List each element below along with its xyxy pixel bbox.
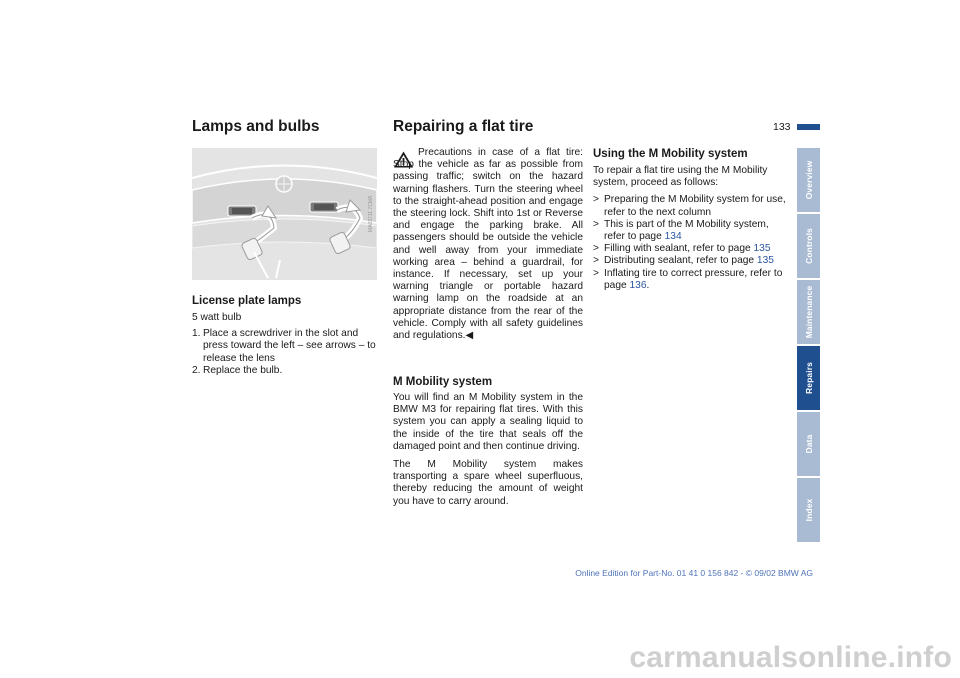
bullet-text: Filling with sealant, refer to page <box>604 243 754 255</box>
tab-label: Index <box>803 498 814 522</box>
page-number: 133 <box>773 121 791 133</box>
list-item <box>593 268 788 292</box>
footer-edition: Online Edition for Part-No. 01 41 0 156 842 - © 09/02 BMW AG <box>575 568 813 578</box>
tab-label: Overview <box>803 160 814 200</box>
m-mobility-text <box>393 392 583 508</box>
m-mobility-paragraph: You will find an M Mobility system in the BMW M3 for repairing flat tires. With this system you can apply a sealing liquid to the inside of the tire that seals off the damaged point and then continue driving. <box>393 392 583 452</box>
subheading-m-mobility: M Mobility system <box>393 376 493 388</box>
bullet-marker: > <box>593 255 599 267</box>
step-item <box>192 328 382 365</box>
step-item <box>192 365 382 377</box>
step-number: 1. <box>192 328 201 340</box>
subheading-using-m-mobility: Using the M Mobility system <box>593 148 748 160</box>
step-text: Place a screwdriver in the slot and press toward the left – see arrows – to release the lens <box>203 328 376 364</box>
page-link[interactable]: 135 <box>756 255 774 267</box>
bullet-marker: > <box>593 194 599 206</box>
tab-index[interactable] <box>797 478 820 542</box>
figure-code: MA03711 7CMA <box>368 195 374 232</box>
tab-label: Controls <box>803 228 814 264</box>
tab-maintenance[interactable] <box>797 280 820 344</box>
page-link[interactable]: 135 <box>753 243 771 255</box>
bullet-marker: > <box>593 243 599 255</box>
list-item <box>593 255 788 267</box>
list-item <box>593 194 788 218</box>
list-item <box>593 243 788 255</box>
warning-text: Precautions in case of a flat tire: Stop the vehicle as far as possible from passing traffic; switch on the hazard warning flashers. Turn the steering wheel to the straight-ahead position and engage the steering lock. Shift into 1st or Reverse and engage the parking brake. All passengers should be outside the vehicle and well away from your immediate working area – behind a guardrail, for instance. If necessary, set up your warning triangle or portable hazard warning lamp on the roadside at an appropriate distance from the rear of the vehicle. Comply with all safety guidelines and regulations.◀ <box>393 147 583 342</box>
tab-label: Data <box>803 434 814 454</box>
page-link[interactable]: 136 <box>629 279 647 291</box>
step-number: 2. <box>192 364 201 376</box>
tab-label: Maintenance <box>803 285 814 339</box>
page-marker <box>797 124 820 130</box>
bulb-spec: 5 watt bulb <box>192 312 242 323</box>
section-heading-lamps: Lamps and bulbs <box>192 118 320 135</box>
watermark: carmanualsonline.info <box>629 641 952 674</box>
bullet-text: Preparing the M Mobility system for use, refer to the next column <box>604 194 786 218</box>
chapter-tabs <box>797 148 820 544</box>
license-plate-text <box>192 312 382 377</box>
bullet-text: Inflating tire to correct pressure, refer to page <box>604 267 783 291</box>
bullet-text: This is part of the M Mobility system, refer to page <box>604 218 769 243</box>
using-m-mobility-text <box>593 165 788 292</box>
page-link[interactable]: 134 <box>664 231 682 243</box>
tab-controls[interactable] <box>797 214 820 278</box>
bullet-marker: > <box>593 218 599 230</box>
license-plate-illustration <box>192 148 377 280</box>
list-item <box>593 219 788 243</box>
section-heading-flat-tire: Repairing a flat tire <box>393 118 534 135</box>
m-mobility-paragraph: The M Mobility system makes transporting a spare wheel superfluous, thereby reducing the amount of weight you have to carry around. <box>393 459 583 507</box>
subheading-license-plate-lamps: License plate lamps <box>192 295 302 307</box>
step-text: Replace the bulb. <box>203 364 283 376</box>
bullet-text: Distributing sealant, refer to page <box>604 255 757 267</box>
tab-repairs[interactable] <box>797 346 820 410</box>
tab-label: Repairs <box>803 362 814 394</box>
bullet-suffix: . <box>646 279 650 291</box>
tab-data[interactable] <box>797 412 820 476</box>
tab-overview[interactable] <box>797 148 820 212</box>
intro-text: To repair a flat tire using the M Mobility system, proceed as follows: <box>593 165 768 189</box>
license-plate-lamp-figure <box>192 148 377 280</box>
bullet-marker: > <box>593 267 599 279</box>
